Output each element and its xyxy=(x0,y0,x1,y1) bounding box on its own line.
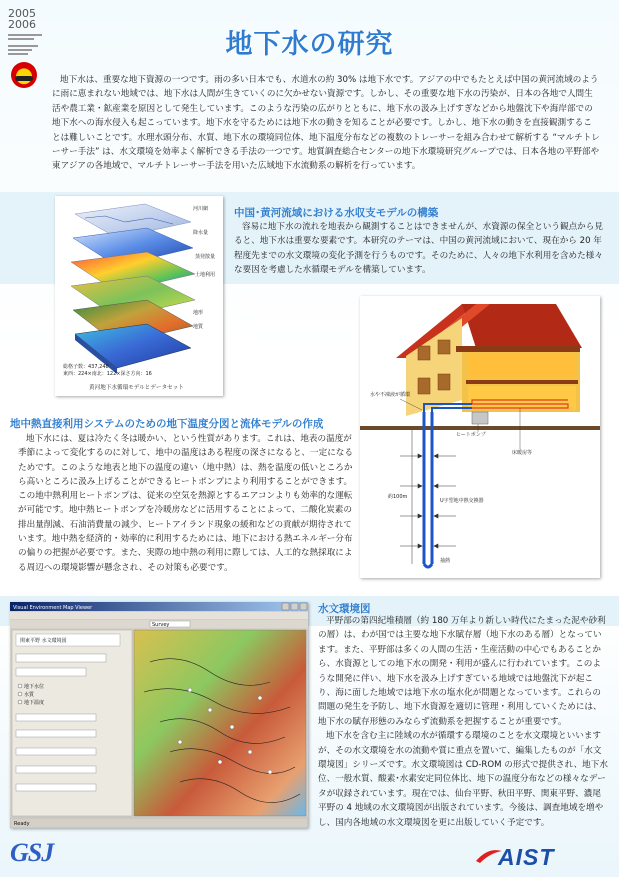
option-quality: 水質 xyxy=(24,692,35,698)
aist-logo: AIST xyxy=(498,844,555,870)
label-heat-pump: ヒートポンプ xyxy=(456,432,486,438)
label-u-tube-exchanger: U字型地中熱交換器 xyxy=(440,498,484,504)
section2-body: 地下水には、夏は冷たく冬は暖かい、という性質があります。これは、地表の温度が季節によって変化するのに対して、地中の温度はある程度の深さになると、一定になるためです。このような地表と地下の温度の違い（地中熱）は、熱を温度の低いところから高いところに汲み上げることができるヒートポンプにより利用することができます。この地中熱利用ヒートポンプは、従来の空気を熱源とするエアコンよりも効率的な運転が可能です。地中熱ヒートポンプを冷暖房などに活用することによって、二酸化炭素の排出量削減、石油消費量の減少、ヒートアイランド現象の緩和などの貢献が期待されています。地中熱を経済的・効率的に利用するためには、地下における熱エネルギー分布の偏りの把握が必要です。また、実際の地中熱の利用に際しては、人工的な熱採取による周辺への環境影響が懸念され、その対策も必要です。 xyxy=(18,434,353,573)
radio-groundwater[interactable] xyxy=(18,684,22,688)
hydro-map-canvas[interactable] xyxy=(134,630,306,816)
label-depth: 約100m xyxy=(388,494,408,500)
heat-pump-unit xyxy=(472,412,488,424)
status-bar xyxy=(10,818,308,828)
window-maximize-button[interactable] xyxy=(291,603,298,610)
year-top: 2005 xyxy=(8,7,36,20)
panel-dropdown-7[interactable] xyxy=(16,784,96,791)
grid-count-text: 総格子数：437,248 xyxy=(63,364,109,370)
layer-label-landuse: 土地利用 xyxy=(195,272,216,278)
section3-body xyxy=(318,614,608,830)
ground-heat-figure xyxy=(360,296,600,578)
hydro-map-software-screenshot xyxy=(10,602,308,828)
layer-label-rain: 降水量 xyxy=(193,230,209,236)
label-circulation: 水や不凍液が循環 xyxy=(370,392,411,398)
layer-label-geo: 地質 xyxy=(193,324,204,330)
window-title: Visual Environment Map Viewer xyxy=(13,605,93,611)
panel-title: 関東平野 水文環境図 xyxy=(20,638,67,644)
window-close-button[interactable] xyxy=(300,603,307,610)
expo-logo-icon xyxy=(11,62,37,88)
section3-heading: 水文環境図 xyxy=(318,603,371,615)
yellow-river-model-figure xyxy=(55,196,223,396)
label-heat-extraction: 抽熱 xyxy=(440,558,451,564)
intro-paragraph: 地下水は、重要な地下資源の一つです。雨の多い日本でも、水道水の約 30% は地下水です。アジアの中でもたとえば中国の黄河流域のように雨に恵まれない地域では、地下水は人間が生きていくのに欠かせない資源です。しかし、その重要な地下水の汚染が、日本の各地で人間生活や農工業・鉱産業を原因として発生しています。このような汚染の広がりとともに、地下水の汲み上げすぎなどから地盤沈下や海岸部での地下水への海水侵入も起こっています。地下水を守るためには地下水の動きを知ることが必要です。しかし、地下水の動きを直接観測することは難しいことです。水理水頭分布、水質、地下水の環境同位体、地下温度分布などの複数のトレーサーを組み合わせて解析する “マルチトレーサー手法” は、水文環境を効率よく解析できる手法の一つです。地質調査総合センターの地下水環境研究グループでは、日本各地の平野部や東アジアの各地域で、マルチトレーサー手法を用いた広域地下水流動系の解析を行っています。 xyxy=(52,75,600,172)
radio-quality[interactable] xyxy=(18,692,22,696)
option-temperature: 地下温度 xyxy=(24,700,45,706)
section1-heading: 中国･黄河流域における水収支モデルの構築 xyxy=(234,207,439,219)
layer-label-topo: 地形 xyxy=(193,310,204,316)
label-floor-heating: 床暖房等 xyxy=(512,450,533,456)
heat-pump-house-illustration xyxy=(360,296,600,578)
section1-body: 容易に地下水の流れを地表から観測することはできませんが、水資源の保全という観点から見ると、地下水は重要な要素です。本研究のテーマは、中国の黄河流域において、現在から 20 年程度先までの水文環境の変化予測を行うものです。そのために、人々の地下水利用を含めた様々な要因を考慮した水循環モデルを構築しています。 xyxy=(234,222,603,276)
layer-label-river: 河川網 xyxy=(193,206,209,212)
panel-dropdown-1[interactable] xyxy=(16,654,106,662)
map-viewer-window xyxy=(10,602,308,828)
layer-label-evap: 蒸発散量 xyxy=(195,254,216,260)
gsj-logo: GSJ xyxy=(10,838,54,867)
section3-paragraph-1: 平野部の第四紀堆積層（約 180 万年より新しい時代にたまった泥や砂利の層）は、わが国では主要な地下水賦存層（地下水のある層）となっています。また、平野部は多くの人間の生活・生産活動の中心でもあることから、水資源としての地下水の開発・利用が盛んに行われています。このような開発に伴い、地下水を汲み上げすぎている地域では地盤沈下が起こり、海に面した地域では地下水の塩水化が問題となっています。これらの問題の発生を予防し、地下水資源を適切に管理・利用していくためには、地下水の賦存形態のみならず流動系を把握することが重要です。 xyxy=(318,616,606,727)
menu-bar[interactable] xyxy=(10,612,308,619)
panel-dropdown-2[interactable] xyxy=(16,668,86,676)
grid-dims-text: 東西：224×南北：122×深さ方向：16 xyxy=(63,371,152,377)
window-minimize-button[interactable] xyxy=(282,603,289,610)
section3-paragraph-2: 地下水を含む主に陸域の水が循環する環境のことを水文環境といいますが、その水文環境を水の流動や質に重点を置いて、編集したものが「水文環境図」シリーズです。水文環境図は CD-ROM の形式で提供され、地下水位、一般水質、酸素･水素安定同位体比、地下の温度分布などの様々なデータが収録されています。現在では、仙台平野、秋田平野、関東平野、濃尾平野の 4 地域の水文環境図が出版されています。今後は、調査地域を増やし、国内各地域の水文環境図を更に出版していく予定です。 xyxy=(318,731,608,828)
year-bottom: 2006 xyxy=(8,18,36,31)
radio-temperature[interactable] xyxy=(18,700,22,704)
panel-dropdown-6[interactable] xyxy=(16,766,96,773)
figure1-caption: 黄河地下水循環モデルとデータセット xyxy=(89,385,184,391)
section2-heading: 地中熱直接利用システムのための地下温度分図と流体モデルの作成 xyxy=(10,418,324,430)
status-text: Ready xyxy=(14,821,30,827)
panel-dropdown-4[interactable] xyxy=(16,730,96,737)
toolbar-select-value: Survey xyxy=(152,622,170,628)
layer-stack-illustration xyxy=(55,196,223,396)
page-title: 地下水の研究 xyxy=(225,29,394,60)
panel-dropdown-5[interactable] xyxy=(16,748,96,755)
option-groundwater: 地下水位 xyxy=(24,684,45,690)
panel-dropdown-3[interactable] xyxy=(16,714,96,721)
